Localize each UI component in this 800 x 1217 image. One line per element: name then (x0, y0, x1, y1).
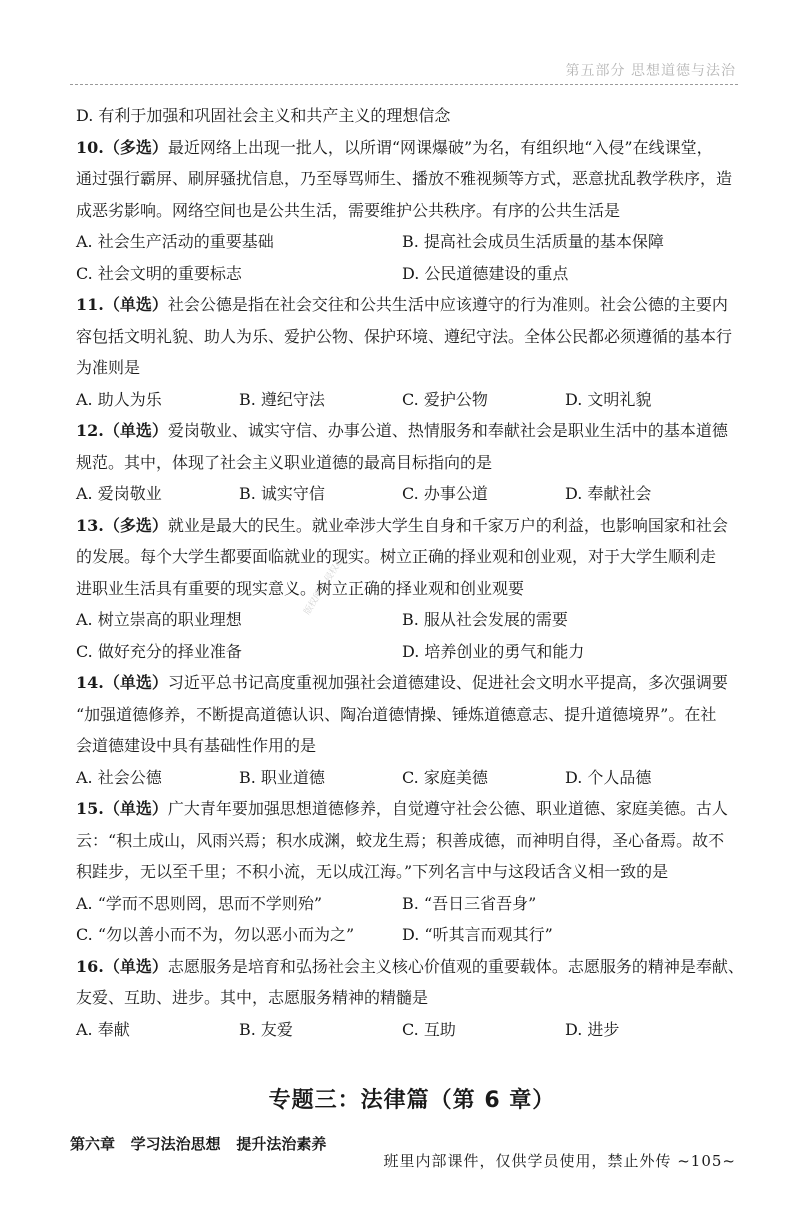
answer-option: A. 社会公德 (76, 767, 162, 787)
question-block (76, 667, 748, 793)
answer-option: B. 诚实守信 (239, 484, 325, 503)
question-text: 会道德建设中具有基础性作用的是 (76, 736, 317, 755)
question-text: 的发展。每个大学生都要面临就业的现实。树立正确的择业观和创业观，对于大学生顺利走 (76, 547, 717, 566)
answer-option: C. 爱护公物 (402, 389, 488, 409)
question-number: 10. (76, 137, 104, 157)
answer-option: D. “听其言而观其行” (402, 925, 553, 944)
answer-option: C. “勿以善小而不为，勿以恶小而为之” (76, 925, 355, 944)
question-text: 成恶劣影响。网络空间也是公共生活，需要维护公共秩序。有序的公共生活是 (76, 200, 621, 220)
question-text-line (76, 730, 748, 762)
answer-option: D. 公民道德建设的重点 (402, 263, 569, 283)
question-text: 最近网络上出现一批人，以所谓“网课爆破”为名，有组织地“入侵”在线课堂， (167, 137, 713, 157)
question-type: （多选） (103, 515, 168, 535)
question-type: （单选） (103, 956, 168, 976)
answer-options (76, 478, 748, 510)
running-header: 第五部分 思想道德与法治 (565, 63, 736, 79)
question-text: 就业是最大的民生。就业牵涉大学生自身和千家万户的利益，也影响国家和社会 (167, 515, 728, 535)
question-content (70, 100, 748, 1157)
question-text-line (76, 793, 748, 825)
answer-options (76, 762, 748, 794)
question-text: 爱岗敬业、诚实守信、办事公道、热情服务和奉献社会是职业生活中的基本道德 (167, 421, 728, 440)
question-text: 进职业生活具有重要的现实意义。树立正确的择业观和创业观要 (76, 578, 525, 598)
answer-option: A. 社会生产活动的重要基础 (76, 232, 274, 251)
question-block (76, 510, 748, 668)
question-text-line (76, 699, 748, 731)
answer-option: A. 助人为乐 (76, 389, 162, 409)
answer-option: A. “学而不思则罔，思而不学则殆” (76, 893, 323, 913)
answer-option: D. 文明礼貌 (565, 389, 652, 409)
question-number: 13. (76, 515, 104, 535)
question-type: （单选） (103, 799, 168, 818)
question-type: （多选） (103, 137, 168, 157)
question-text: 积跬步，无以至千里；不积小流，无以成江海。”下列名言中与这段话含义相一致的是 (76, 862, 669, 881)
question-type: （单选） (103, 295, 168, 314)
answer-option: D. 个人品德 (565, 767, 652, 787)
question-text: 容包括文明礼貌、助人为乐、爱护公物、保护环境、遵纪守法。全体公民都必须遵循的基本行 (76, 326, 733, 346)
question-type: （单选） (103, 673, 168, 692)
question-block (76, 793, 748, 951)
answer-options (76, 1014, 748, 1046)
question-text: 习近平总书记高度重视加强社会道德建设、促进社会文明水平提高，多次强调要 (167, 673, 728, 692)
answer-option: C. 办事公道 (402, 484, 488, 503)
question-text: 云：“积土成山，风雨兴焉；积水成渊，蛟龙生焉；积善成德，而神明自得，圣心备焉。故不 (76, 830, 725, 850)
answer-option: A. 树立崇高的职业理想 (76, 610, 242, 629)
question-text-line (76, 415, 748, 447)
question-text: “加强道德修养，不断提高道德认识、陶冶道德情操、锤炼道德意志、提升道德境界”。在社 (76, 704, 717, 724)
question-number: 15. (76, 799, 104, 818)
question-text-line (76, 352, 748, 384)
answer-option: A. 爱岗敬业 (76, 484, 162, 503)
question-text-line (76, 856, 748, 888)
header-divider (70, 84, 738, 85)
question-text: 通过强行霸屏、刷屏骚扰信息，乃至辱骂师生、播放不雅视频等方式，恶意扰乱教学秩序，造 (76, 169, 733, 188)
question-text: 为准则是 (76, 358, 141, 377)
question-text: 社会公德是指在社会交往和公共生活中应该遵守的行为准则。社会公德的主要内 (167, 295, 728, 314)
answer-options (76, 604, 748, 667)
question-text-line (76, 321, 748, 353)
question-block (76, 951, 748, 1046)
answer-option: D. 奉献社会 (565, 484, 652, 503)
answer-option: B. 职业道德 (239, 767, 325, 787)
question-text: 友爱、互助、进步。其中，志愿服务精神的精髓是 (76, 988, 429, 1007)
section-title: 专题三：法律篇（第 6 章） (268, 1088, 556, 1113)
question-block (76, 415, 748, 510)
answer-option: B. 提高社会成员生活质量的基本保障 (402, 232, 664, 251)
answer-option: C. 互助 (402, 1019, 456, 1039)
question-block (76, 289, 748, 415)
answer-option: C. 做好充分的择业准备 (76, 641, 242, 661)
question-text-line (76, 132, 748, 164)
question-number: 16. (76, 956, 104, 976)
question-type: （单选） (103, 421, 168, 440)
answer-option: C. 家庭美德 (402, 767, 488, 787)
question-number: 12. (76, 421, 104, 440)
question-text-line (76, 541, 748, 573)
question-text-line (76, 667, 748, 699)
question-text-line (76, 163, 748, 195)
answer-option: C. 社会文明的重要标志 (76, 263, 242, 283)
question-text-line (76, 951, 748, 983)
previous-option-d: D. 有利于加强和巩固社会主义和共产主义的理想信念 (76, 106, 451, 125)
page-footer: 班里内部课件，仅供学员使用，禁止外传 ~105~ (383, 1152, 736, 1170)
question-text-line (76, 982, 748, 1014)
answer-options (76, 384, 748, 416)
question-text-line (76, 289, 748, 321)
question-text-line (76, 447, 748, 479)
answer-option: A. 奉献 (76, 1019, 130, 1039)
answer-options (76, 888, 748, 951)
answer-option: B. 服从社会发展的需要 (402, 610, 568, 629)
question-text: 规范。其中，体现了社会主义职业道德的最高目标指向的是 (76, 452, 493, 472)
question-text: 志愿服务是培育和弘扬社会主义核心价值观的重要载体。志愿服务的精神是奉献、 (167, 956, 744, 976)
question-text-line (76, 195, 748, 227)
answer-option: B. 友爱 (239, 1019, 293, 1039)
answer-option: D. 进步 (565, 1019, 620, 1039)
question-number: 11. (76, 295, 104, 314)
answer-option: D. 培养创业的勇气和能力 (402, 641, 585, 661)
answer-option: B. 遵纪守法 (239, 389, 325, 409)
answer-option: B. “吾日三省吾身” (402, 893, 537, 913)
question-text-line (76, 510, 748, 542)
question-list (76, 132, 748, 1046)
question-block (76, 132, 748, 290)
chapter-title: 第六章 学习法治思想 提升法治素养 (70, 1135, 327, 1153)
question-text: 广大青年要加强思想道德修养，自觉遵守社会公德、职业道德、家庭美德。古人 (167, 799, 728, 818)
answer-options (76, 226, 748, 289)
watermark: 版权所有 侵权必究 (302, 548, 351, 617)
question-text-line (76, 573, 748, 605)
question-number: 14. (76, 673, 104, 692)
question-text-line (76, 825, 748, 857)
